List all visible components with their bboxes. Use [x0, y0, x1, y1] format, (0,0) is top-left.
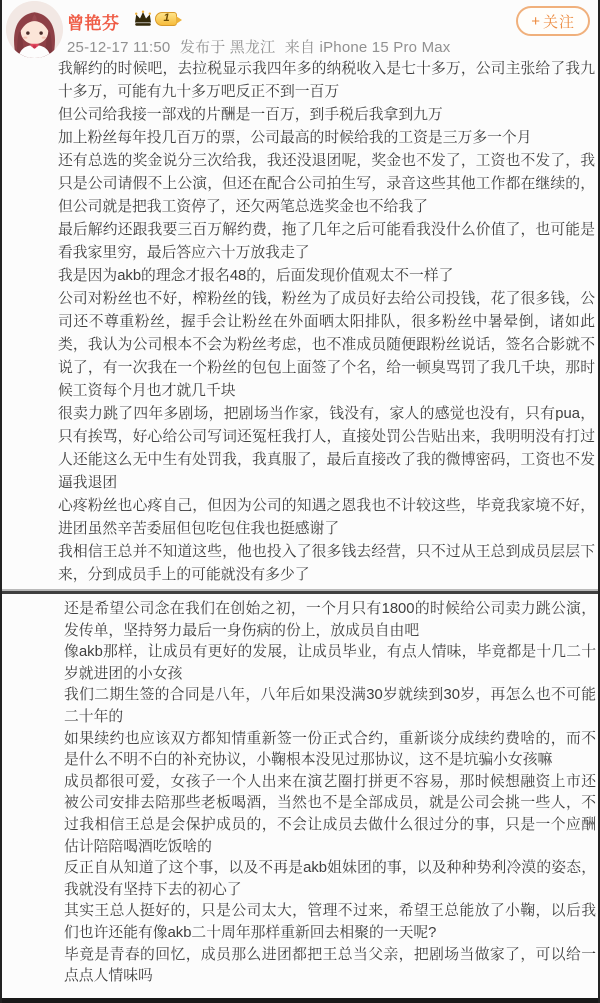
post-paragraph: 加上粉丝每年投几百万的票，公司最高的时候给我的工资是三万多一个月	[58, 130, 532, 146]
post-location: 发布于 黑龙江	[179, 39, 276, 56]
post-paragraph: 我是因为akb的理念才报名48的，后面发现价值观太不一样了	[58, 268, 454, 284]
post-paragraph: 还是希望公司念在我们在创始之初，一个月只有1800的时候给公司卖力跳公演，发传单，坚持努力最后一身伤病的份上，放成员自由吧	[64, 601, 596, 639]
post-body-top	[58, 58, 595, 587]
post-paragraph: 成员都很可爱，女孩子一个人出来在演艺圈打拼更不容易，那时候想融资上市还被公司安排去陪那些老板喝酒，当然也不是全部成员，就是公司会挑一些人，不过我相信王总是会保护成员的，不会让成员去做什么很过分的事，只是一个应酬估计陪陪喝酒吃饭啥的	[64, 773, 596, 855]
user-avatar[interactable]	[6, 1, 63, 58]
post-paragraph: 但公司给我接一部戏的片酬是一百万，到手税后我拿到九万	[58, 107, 443, 123]
post-paragraph: 公司对粉丝也不好，榨粉丝的钱，粉丝为了成员好去给公司投钱，花了很多钱，公司还不尊重粉丝，握手会让粉丝在外面晒太阳排队，很多粉丝中暑晕倒，诸如此类，我认为公司根本不会为粉丝考虑，也不准成员随便跟粉丝说话，签名合影就不说了，有一次我在一个粉丝的包包上面签了个名，给一顿臭骂罚了我几千块，那时候工资每个月也才就几千块	[58, 291, 595, 399]
post-device: 来自 iPhone 15 Pro Max	[284, 39, 451, 56]
post-paragraph: 我相信王总并不知道这些，他也投入了很多钱去经营，只不过从王总到成员层层下来，分到成员手上的可能就没有多少了	[58, 544, 595, 583]
bottom-border	[2, 998, 598, 1003]
crown-icon	[133, 10, 153, 27]
follow-button[interactable]	[516, 6, 590, 36]
post-timestamp: 25-12-17 11:50	[67, 39, 171, 56]
post-paragraph: 我解约的时候吧，去拉税显示我四年多的纳税收入是七十多万，公司主张给了我九十多万，可能有九十多万吧反正不到一百万	[58, 61, 595, 100]
post-body-bottom	[64, 599, 596, 988]
post-paragraph: 反正自从知道了这个事，以及不再是akb姐妹团的事，以及种种势利冷漠的姿态，我就没有坚持下去的初心了	[64, 860, 596, 898]
post-paragraph: 毕竟是青春的回忆，成员那么进团都把王总当父亲，把剧场当做家了，可以给一点点人情味吗	[64, 946, 596, 985]
vip-level-badge[interactable]: 1	[155, 12, 177, 26]
post-paragraph: 心疼粉丝也心疼自己，但因为公司的知遇之恩我也不计较这些，毕竟我家境不好，进团虽然辛苦委屈但包吃包住我也挺感谢了	[58, 498, 595, 537]
post-paragraph: 很卖力跳了四年多剧场，把剧场当作家，钱没有，家人的感觉也没有，只有pua，只有挨骂，好心给公司写词还冤枉我打人，直接处罚公告贴出来，我明明没有打过人还能这么无中生有处罚我，我真服了，最后直接改了我的微博密码，工资也不发逼我退团	[58, 406, 595, 491]
plus-icon: +	[531, 12, 541, 30]
avatar-anime-girl-image	[6, 1, 63, 58]
follow-button-label: 关注	[542, 13, 575, 31]
post-paragraph: 还有总选的奖金说分三次给我，我还没退团呢，奖金也不发了，工资也不发了，我只是公司请假不上公演，但还在配合公司拍生写，录音这些其他工作都在继续的，但公司就是把我工资停了，还欠两笔总选奖金也不给我了	[58, 153, 595, 215]
post-meta	[67, 36, 456, 57]
vip-badges[interactable]	[133, 10, 177, 27]
username-link[interactable]: 曾艳芬	[67, 14, 120, 33]
post-paragraph: 如果续约也应该双方都知情重新签一份正式合约，重新谈分成续约费啥的，而不是什么不明不白的补充协议，小鞠根本没见过那协议，这不是坑骗小女孩嘛	[64, 730, 596, 769]
post-paragraph: 我们二期生签的合同是八年，八年后如果没满30岁就续到30岁，再怎么也不可能二十年的	[64, 687, 596, 725]
screenshot-seam-divider	[2, 591, 598, 594]
post-paragraph: 其实王总人挺好的，只是公司太大，管理不过来，希望王总能放了小鞠，以后我们也许还能有像akb二十周年那样重新回去相聚的一天呢?	[64, 903, 596, 941]
post-paragraph: 像akb那样，让成员有更好的发展，让成员毕业，有点人情味，毕竟都是十几二十岁就进团的小女孩	[64, 644, 596, 682]
post-paragraph: 最后解约还跟我要三百万解约费，拖了几年之后可能看我没什么价值了，也可能是看我家里穷，最后答应六十万放我走了	[58, 222, 595, 261]
